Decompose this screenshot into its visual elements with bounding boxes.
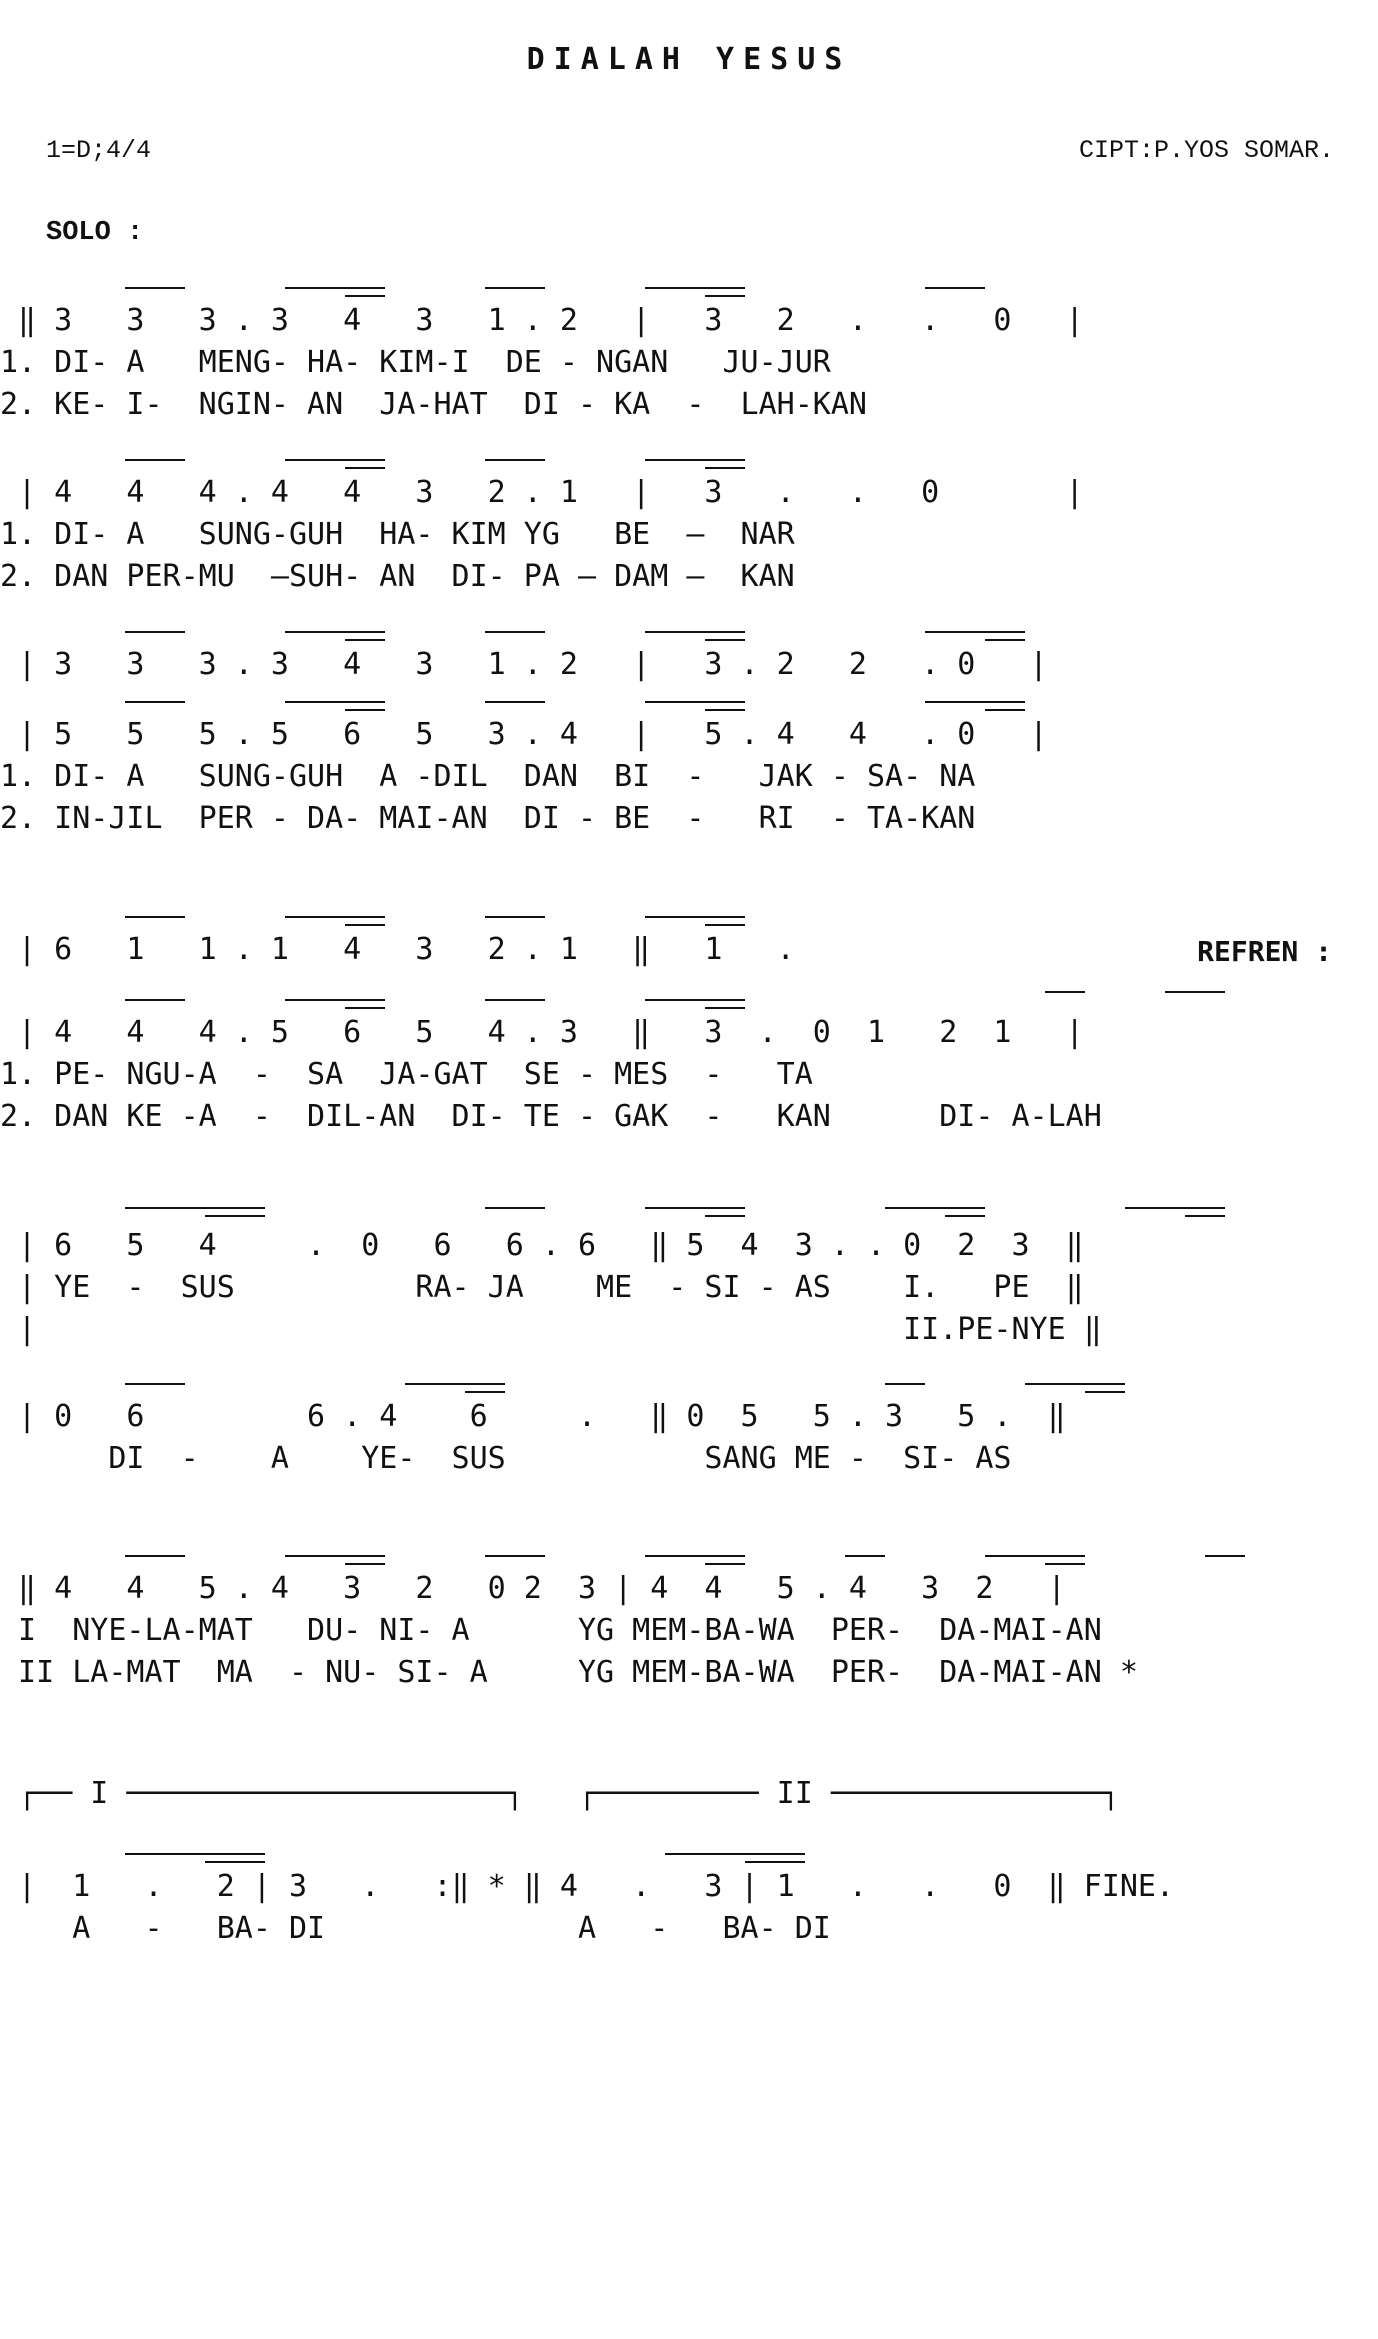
lyric-line: DI - A YE- SUS SANG ME - SI- AS: [0, 1441, 1012, 1476]
lyric-line: 1. PE- NGU-A - SA JA-GAT SE - MES - TA: [0, 1057, 813, 1092]
lyric-line: 1. DI- A SUNG-GUH A -DIL DAN BI - JAK - SA- NA: [0, 759, 976, 794]
lyric-line: I NYE-LA-MAT DU- NI- A YG MEM-BA-WA PER- DA-MAI-AN: [0, 1613, 1102, 1648]
notation-line: ‖ 4 4 5 . 4 3 2 0 2 3 | 4 4 5 . 4 3 2 |: [0, 1571, 1066, 1606]
key-signature: 1=D;4/4: [46, 136, 152, 165]
lyric-line: 2. DAN PER-MU —SUH- AN DI- PA — DAM — KAN: [0, 559, 795, 594]
lyric-line: 1. DI- A SUNG-GUH HA- KIM YG BE — NAR: [0, 517, 795, 552]
composer-credit: CIPT:P.YOS SOMAR.: [1078, 136, 1334, 165]
lyric-line: 1. DI- A MENG- HA- KIM-I DE - NGAN JU-JUR: [0, 345, 831, 380]
notation-line: | 6 1 1 . 1 4 3 2 . 1 ‖ 1 .: [0, 932, 795, 967]
notation-line: | 3 3 3 . 3 4 3 1 . 2 | 3 . 2 2 . 0 |: [0, 647, 1048, 682]
lyric-line: | YE - SUS RA- JA ME - SI - AS I. PE ‖: [0, 1270, 1084, 1305]
solo-label: SOLO :: [46, 218, 144, 248]
lyric-line: | II.PE-NYE ‖: [0, 1312, 1102, 1347]
notation-line: | 4 4 4 . 5 6 5 4 . 3 ‖ 3 . 0 1 2 1 |: [0, 1015, 1084, 1050]
ending-brackets: ┌── I ─────────────────────┐ ┌───────── II ───────────────┐: [0, 1776, 1120, 1811]
notation-line: | 4 4 4 . 4 4 3 2 . 1 | 3 . . 0 |: [0, 475, 1084, 510]
lyric-line: A - BA- DI A - BA- DI: [0, 1911, 831, 1946]
refren-label: REFREN :: [1197, 935, 1332, 968]
notation-line: | 5 5 5 . 5 6 5 3 . 4 | 5 . 4 4 . 0 |: [0, 717, 1048, 752]
lyric-line: II LA-MAT MA - NU- SI- A YG MEM-BA-WA PER- DA-MAI-AN *: [0, 1655, 1138, 1690]
lyric-line: 2. IN-JIL PER - DA- MAI-AN DI - BE - RI - TA-KAN: [0, 801, 976, 836]
lyric-line: 2. KE- I- NGIN- AN JA-HAT DI - KA - LAH-KAN: [0, 387, 867, 422]
notation-line: | 1 . 2 | 3 . :‖ * ‖ 4 . 3 | 1 . . 0 ‖ FINE.: [0, 1869, 1174, 1904]
notation-line: | 6 5 4 . 0 6 6 . 6 ‖ 5 4 3 . . 0 2 3 ‖: [0, 1228, 1084, 1263]
notation-line: ‖ 3 3 3 . 3 4 3 1 . 2 | 3 2 . . 0 |: [0, 303, 1084, 338]
song-title: DIALAH YESUS: [526, 42, 852, 77]
notation-line: | 0 6 6 . 4 6 . ‖ 0 5 5 . 3 5 . ‖: [0, 1399, 1066, 1434]
lyric-line: 2. DAN KE -A - DIL-AN DI- TE - GAK - KAN DI- A-LAH: [0, 1099, 1102, 1134]
